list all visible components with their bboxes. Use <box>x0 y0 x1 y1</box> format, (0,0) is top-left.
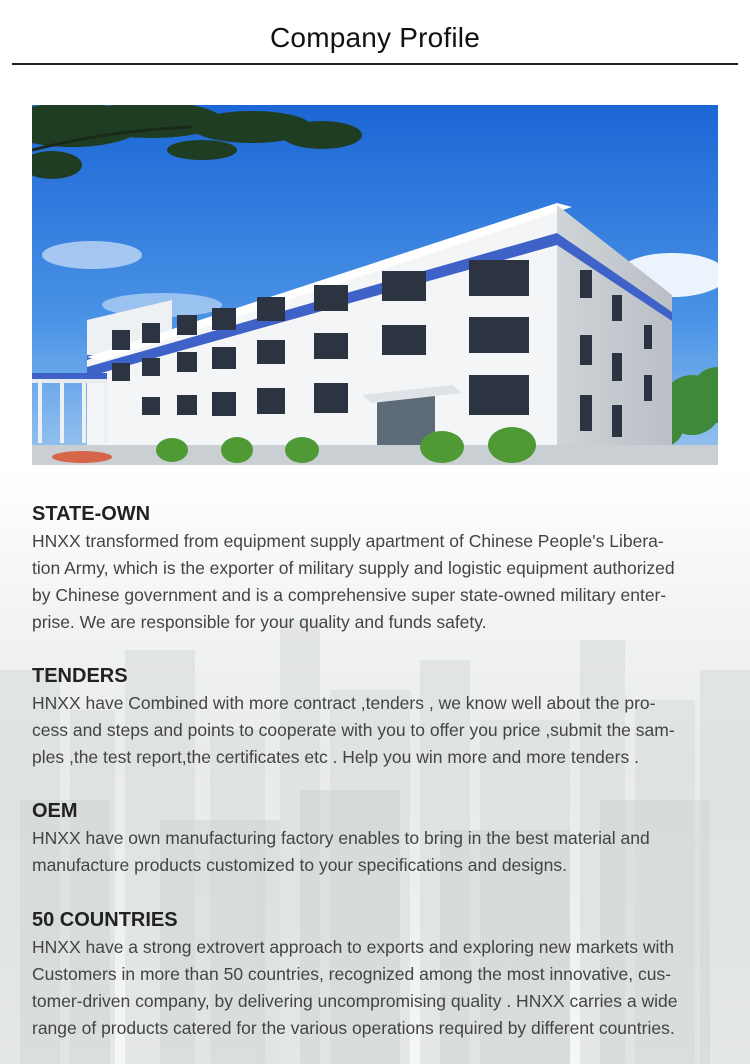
section-line: tion Army, which is the exporter of military supply and logistic equipment authorized <box>32 558 675 578</box>
section-heading: 50 COUNTRIES <box>32 909 178 931</box>
section-line: prise. We are responsible for your quality and funds safety. <box>32 612 487 632</box>
section-oem <box>32 797 718 879</box>
section-line: HNXX have Combined with more contract ,tenders , we know well about the pro- <box>32 693 656 713</box>
building-photo <box>32 105 718 465</box>
section-line: HNXX transformed from equipment supply apartment of Chinese People's Libera- <box>32 531 664 551</box>
section-state-own <box>32 500 718 636</box>
section-line: Customers in more than 50 countries, recognized among the most innovative, cus- <box>32 964 672 984</box>
section-line: HNXX have own manufacturing factory enables to bring in the best material and <box>32 828 650 848</box>
section-line: tomer-driven company, by delivering uncompromising quality . HNXX carries a wide <box>32 991 678 1011</box>
section-heading: OEM <box>32 800 78 822</box>
section-50-countries <box>32 906 718 1042</box>
section-heading: TENDERS <box>32 665 128 687</box>
section-line: cess and steps and points to cooperate with you to offer you price ,submit the sam- <box>32 720 675 740</box>
section-tenders <box>32 662 718 771</box>
page-title: Company Profile <box>270 22 480 53</box>
title-divider <box>12 63 738 65</box>
section-heading: STATE-OWN <box>32 503 151 525</box>
section-line: HNXX have a strong extrovert approach to exports and exploring new markets with <box>32 937 674 957</box>
section-line: ples ,the test report,the certificates etc . Help you win more and more tenders . <box>32 747 639 767</box>
section-line: range of products catered for the various operations required by different countries. <box>32 1018 675 1038</box>
section-line: by Chinese government and is a comprehensive super state-owned military enter- <box>32 585 667 605</box>
section-line: manufacture products customized to your specifications and designs. <box>32 855 568 875</box>
